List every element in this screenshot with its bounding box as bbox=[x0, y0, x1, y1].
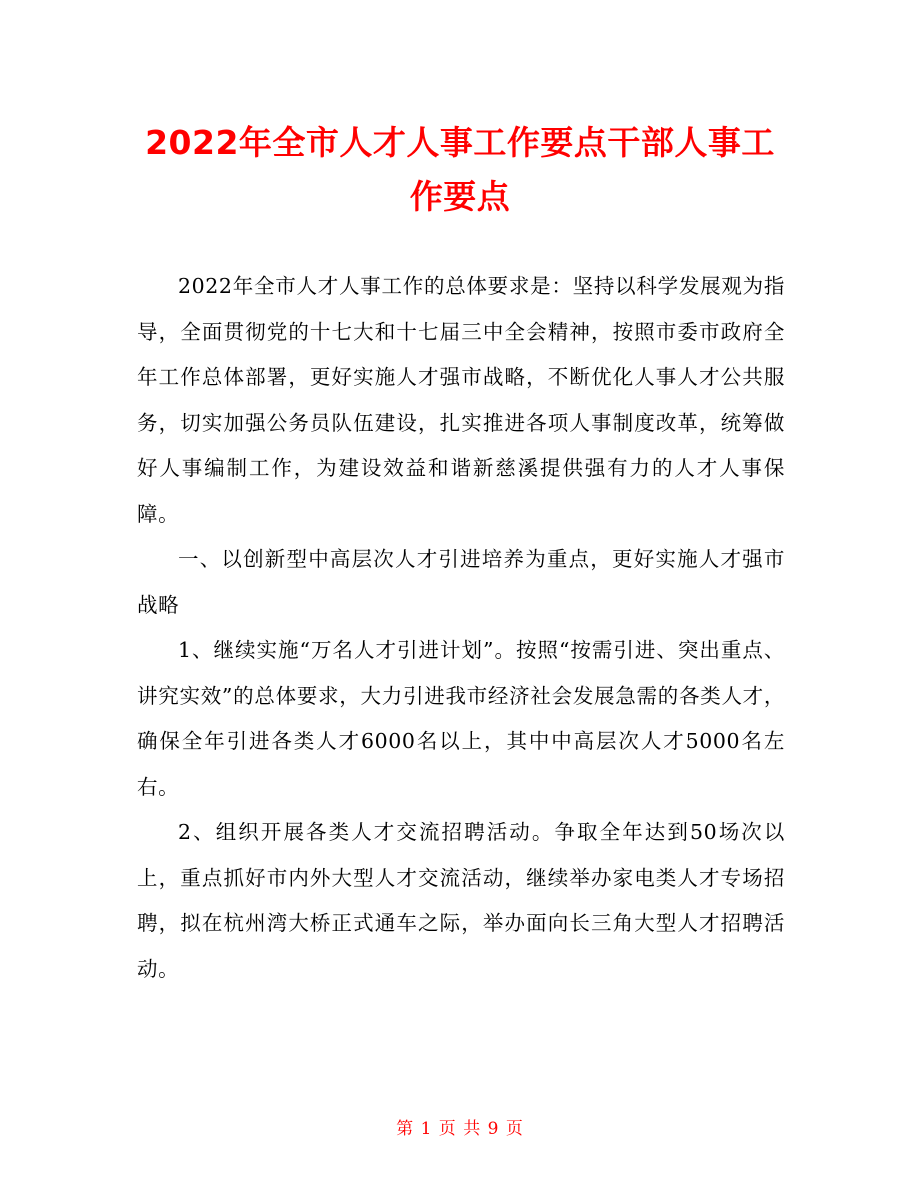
document-body bbox=[137, 264, 785, 992]
paragraph-item-1: 1、继续实施“万名人才引进计划”。按照“按需引进、突出重点、讲究实效”的总体要求，大力引进我市经济社会发展急需的各类人才，确保全年引进各类人才6000名以上，其中中高层次人才5000名左右。 bbox=[137, 638, 785, 799]
paragraph-overall-requirements: 2022年全市人才人事工作的总体要求是：坚持以科学发展观为指导，全面贯彻党的十七大和十七届三中全会精神，按照市委市政府全年工作总体部署，更好实施人才强市战略，不断优化人事人才公共服务，切实加强公务员队伍建设，扎实推进各项人事制度改革，统筹做好人事编制工作，为建设效益和谐新慈溪提供强有力的人才人事保障。 bbox=[137, 274, 785, 526]
document-title: 2022年全市人才人事工作要点干部人事工作要点 bbox=[145, 123, 775, 216]
section-heading-one: 一、以创新型中高层次人才引进培养为重点，更好实施人才强市战略 bbox=[137, 547, 785, 617]
paragraph-item-2: 2、组织开展各类人才交流招聘活动。争取全年达到50场次以上，重点抓好市内外大型人才交流活动，继续举办家电类人才专场招聘，拟在杭州湾大桥正式通车之际，举办面向长三角大型人才招聘活动。 bbox=[137, 820, 785, 981]
page-number-footer: 第 1 页 共 9 页 bbox=[396, 1119, 524, 1139]
